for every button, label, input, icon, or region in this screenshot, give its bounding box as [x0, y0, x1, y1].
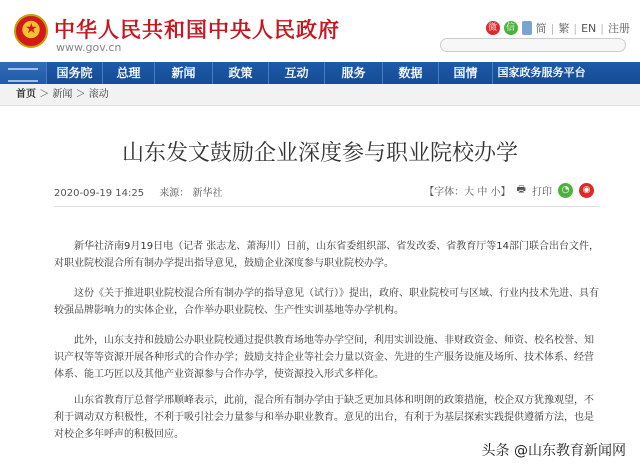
article-source: 来源： 新华社	[159, 188, 223, 199]
top-links	[486, 20, 630, 36]
nav-item-gov-service-platform[interactable]: 国家政务服务平台	[492, 62, 590, 84]
article-paragraph: 此外，山东支持和鼓励公办职业院校通过提供教育场地等办学空间，利用实训设施、非财政资金、师资、校名校誉、知识产权等等资源开展各种形式的合作办学；鼓励支持企业等社会力量以资金、先进的生产服务设施及场所、技术体系、经营体系、能工巧匠以及其他产业资源参与合作办学，使资源投入形式多样化。	[54, 335, 594, 380]
site-url: www.gov.cn	[56, 41, 122, 54]
nav-item-state-council[interactable]: 国务院	[46, 62, 102, 84]
link-traditional[interactable]: 繁	[558, 22, 570, 35]
breadcrumb-separator: ＞	[39, 89, 53, 100]
nav-item-policy[interactable]: 政策	[212, 62, 268, 84]
nav-item-news[interactable]: 新闻	[154, 62, 212, 84]
nav-item-national-info[interactable]: 国情	[438, 62, 492, 84]
print-button[interactable]: 打印	[532, 187, 552, 198]
separator: |	[573, 21, 578, 35]
link-english[interactable]: EN	[581, 21, 597, 35]
link-simplified[interactable]: 简	[535, 22, 547, 35]
link-register[interactable]: 注册	[608, 22, 630, 35]
weibo-icon[interactable]: 微	[486, 21, 500, 35]
article-tools	[424, 182, 594, 199]
weibo-share-icon[interactable]: ◉	[579, 183, 594, 198]
site-title[interactable]: 中华人民共和国中央人民政府	[54, 17, 340, 42]
divider	[54, 206, 599, 207]
article-paragraph: 新华社济南9月19日电（记者 张志龙、萧海川）日前，山东省委组织部、省发改委、省教育厅等14部门联合出台文件，对职业院校混合所有制办学提出指导意见，鼓励企业深度参与职业院校办学。	[54, 241, 599, 269]
mobile-icon[interactable]	[522, 21, 532, 35]
nav-item-premier[interactable]: 总理	[102, 62, 154, 84]
watermark-logo: 头条 @山东教育新闻网	[481, 443, 626, 459]
search-input[interactable]	[440, 38, 626, 52]
separator: |	[550, 21, 555, 35]
breadcrumb-news[interactable]: 新闻	[52, 89, 73, 100]
wechat-share-icon[interactable]: ◔	[558, 183, 573, 198]
wechat-icon[interactable]: 信	[504, 21, 518, 35]
article-meta	[54, 184, 235, 199]
separator: |	[600, 21, 604, 35]
article-paragraph: 山东省教育厅总督学邢顺峰表示，此前，混合所有制办学由于缺乏更加具体和明朗的政策措施，校企双方犹豫观望，不利于调动双方积极性，不利于吸引社会力量参与和举办职业教育。意见的出台，有利于为基层探索实践提供遵循方法，也是对校企多年呼声的积极回应。	[54, 395, 594, 440]
site-header	[0, 0, 640, 62]
national-emblem-icon[interactable]	[14, 14, 48, 48]
nav-item-interaction[interactable]: 互动	[268, 62, 324, 84]
breadcrumb-home[interactable]: 首页	[16, 89, 36, 100]
article-date: 2020-09-19 14:25	[54, 188, 145, 199]
article-paragraph: 这份《关于推进职业院校混合所有制办学的指导意见（试行）》提出，政府、职业院校可与区域、行业内技术先进、具有较强品牌影响力的实体企业，合作举办职业院校、生产性实训基地等办学机构。	[54, 288, 599, 316]
breadcrumb-rolling[interactable]: 滚动	[88, 89, 109, 100]
nav-item-data[interactable]: 数据	[382, 62, 438, 84]
article-title: 山东发文鼓励企业深度参与职业院校办学	[121, 141, 518, 166]
main-nav	[0, 62, 640, 84]
nav-item-services[interactable]: 服务	[324, 62, 382, 84]
font-size-control[interactable]: 【字体：大 中 小】	[424, 187, 511, 198]
breadcrumb-separator: ＞	[75, 89, 89, 100]
breadcrumb	[0, 84, 640, 106]
nav-home-icon[interactable]	[0, 62, 46, 84]
print-icon[interactable]: 🖶	[516, 184, 526, 195]
